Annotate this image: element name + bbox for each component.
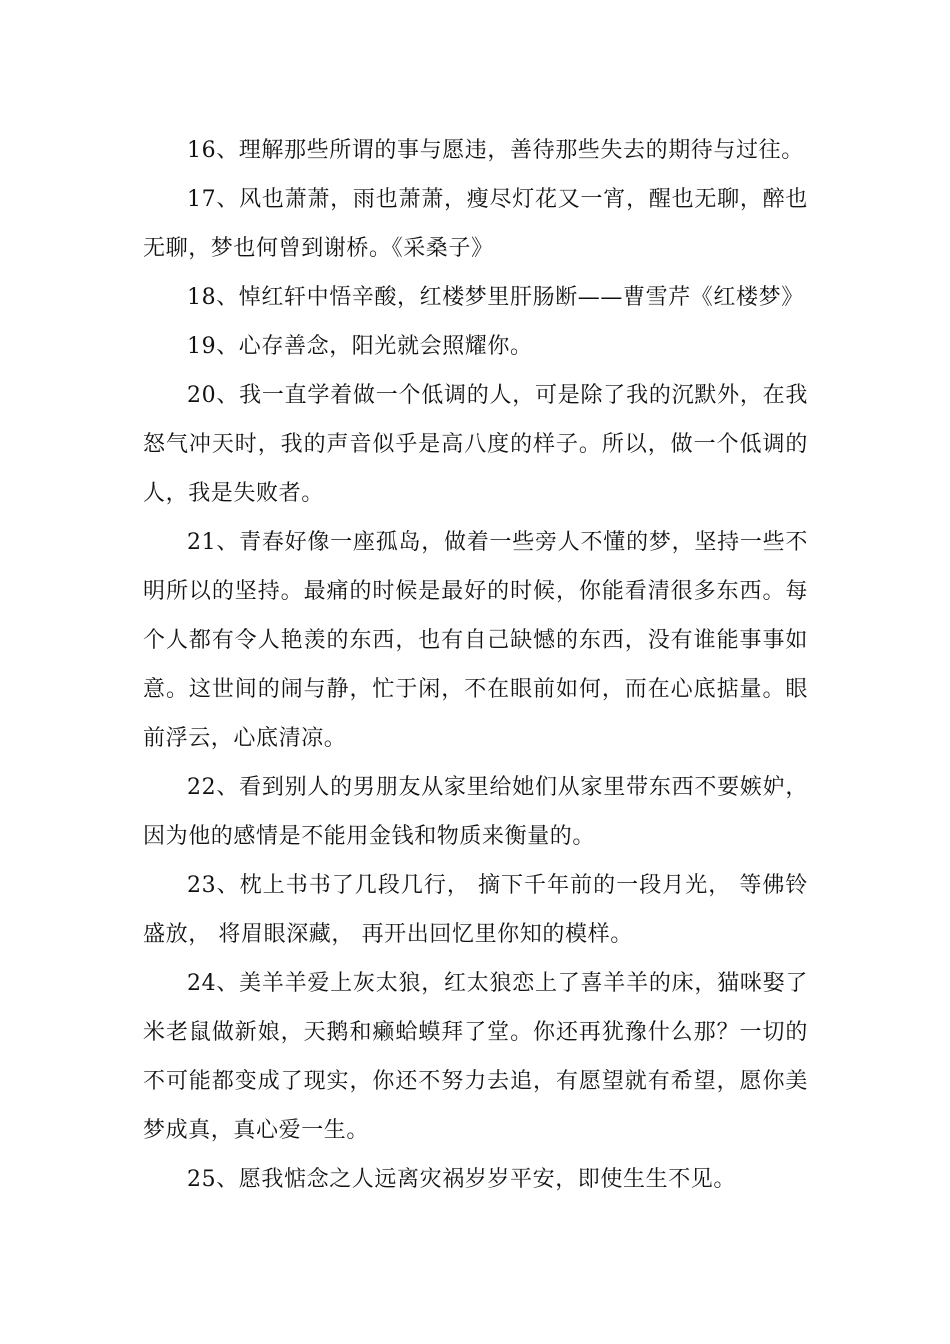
- paragraph-22: 22、看到别人的男朋友从家里给她们从家里带东西不要嫉妒，因为他的感情是不能用金钱和物质来衡量的。: [143, 775, 808, 849]
- paragraph-18: 18、悼红轩中悟辛酸，红楼梦里肝肠断——曹雪芹《红楼梦》: [187, 285, 804, 310]
- paragraph-25: 25、愿我惦念之人远离灾祸岁岁平安，即使生生不见。: [187, 1167, 736, 1192]
- paragraph-16: 16、理解那些所谓的事与愿违，善待那些失去的期待与过往。: [187, 138, 804, 163]
- paragraph-17: 17、风也萧萧，雨也萧萧，瘦尽灯花又一宵，醒也无聊，醉也无聊，梦也何曾到谢桥。《采桑子》: [143, 187, 808, 261]
- paragraph-20: 20、我一直学着做一个低调的人，可是除了我的沉默外，在我怒气冲天时，我的声音似乎是高八度的样子。所以，做一个低调的人，我是失败者。: [143, 383, 808, 506]
- paragraph-19: 19、心存善念，阳光就会照耀你。: [187, 334, 533, 359]
- paragraph-24: 24、美羊羊爱上灰太狼，红太狼恋上了喜羊羊的床，猫咪娶了米老鼠做新娘，天鹅和癞蛤蟆拜了堂。你还再犹豫什么那？一切的不可能都变成了现实，你还不努力去追，有愿望就有希望，愿你美梦成真，真心爱一生。: [143, 971, 808, 1143]
- document-body: [143, 126, 808, 1204]
- paragraph-21: 21、青春好像一座孤岛，做着一些旁人不懂的梦，坚持一些不明所以的坚持。最痛的时候是最好的时候，你能看清很多东西。每个人都有令人艳羡的东西，也有自己缺憾的东西，没有谁能事事如意。这世间的闹与静，忙于闲，不在眼前如何，而在心底掂量。眼前浮云，心底清凉。: [143, 530, 808, 751]
- paragraph-23: 23、枕上书书了几段几行， 摘下千年前的一段月光， 等佛铃盛放， 将眉眼深藏， 再开出回忆里你知的模样。: [143, 873, 808, 947]
